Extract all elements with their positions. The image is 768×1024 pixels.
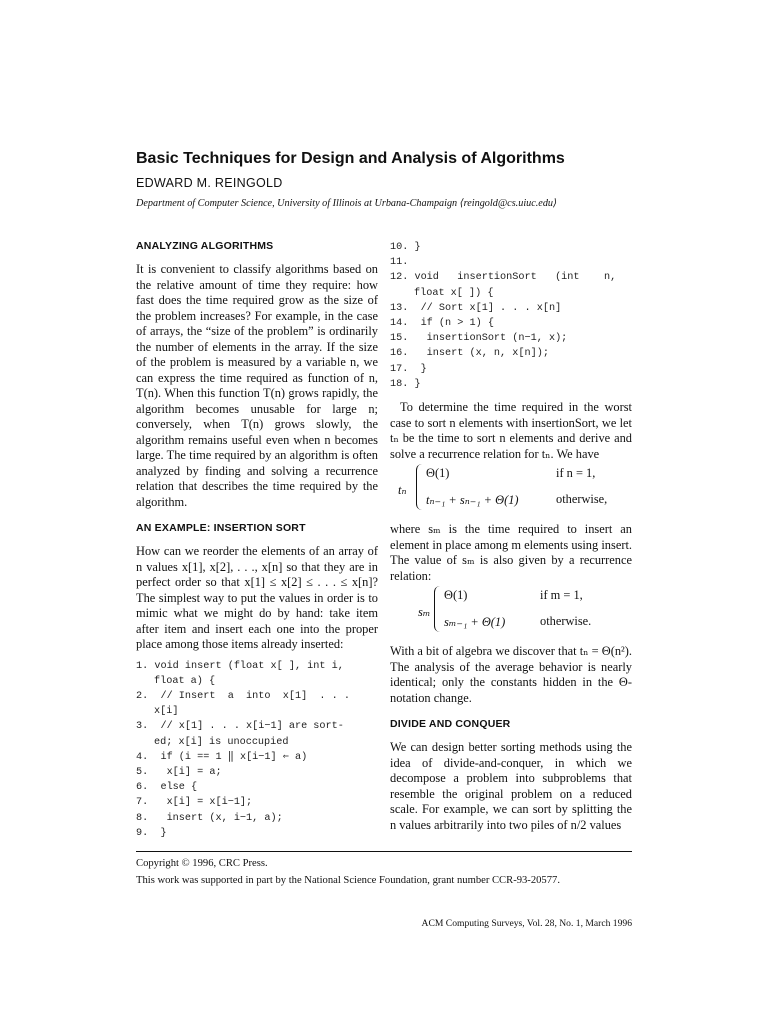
paragraph-analyzing: It is convenient to classify algorithms based on the relative amount of time they require: how fast does the time required grow as the size of the problem increases? For example, in the case of arrays, the “size of the problem” is ordinarily the number of elements in the array. If the size of the problem is measured by a variable n, we can express the time required as function of n, T(n). When this function T(n) grows rapidly, the algorithm becomes unusable for large n; conversely, when T(n) grows slowly, the algorithm remains useful even when n becomes large. The time required by an algorithm is often analyzed by finding and solving a recurrence relation that describes the time required by the algorithm. (136, 262, 378, 509)
code-line: 6. else { (136, 782, 198, 794)
code-line: x[i] (154, 706, 179, 718)
equation-case: Θ(1) (444, 588, 468, 603)
equation-condition: otherwise, (556, 492, 608, 507)
code-line: 7. x[i] = x[i−1]; (136, 797, 253, 809)
code-line: 15. insertionSort (n−1, x); (390, 333, 568, 345)
equation-s-recurrence (390, 584, 632, 644)
paragraph-insertion-sort: How can we reorder the elements of an array of n values x[1], x[2], . . ., x[n] so that they are in perfect order so that x[1] ≤ x[2] ≤ . . . ≤ x[n]? The simplest way to put the values in order is to mimic what we might do by hand: take item after item and insert each one into the proper place among those items already inserted: (136, 544, 378, 651)
code-line: 4. if (i == 1 ‖ x[i−1] ⇐ a) (136, 751, 308, 763)
equation-case: Θ(1) (426, 466, 450, 481)
paper-title: Basic Techniques for Design and Analysis of Algorithms (136, 150, 565, 167)
code-line: 9. } (136, 827, 167, 839)
equation-case: tₙ₋₁ + sₙ₋₁ + Θ(1) (426, 493, 519, 508)
code-line: 10. } (390, 242, 421, 253)
code-line: 13. // Sort x[1] . . . x[n] (390, 302, 562, 314)
equation-condition: otherwise. (540, 614, 592, 629)
code-line: 17. } (390, 363, 427, 375)
code-line: 11. (390, 257, 409, 269)
code-listing-insert (136, 659, 378, 841)
code-line: 12. void insertionSort (int n, (390, 272, 617, 284)
code-line: 8. insert (x, i−1, a); (136, 812, 283, 824)
code-line: 2. // Insert a into x[1] . . . (136, 690, 350, 702)
equation-condition: if n = 1, (556, 466, 596, 481)
copyright-note: Copyright © 1996, CRC Press. (136, 858, 268, 869)
author-name: EDWARD M. REINGOLD (136, 176, 283, 190)
equation-condition: if m = 1, (540, 588, 583, 603)
author-affiliation: Department of Computer Science, University of Illinois at Urbana-Champaign ⟨reingold@cs.uiuc.edu⟩ (136, 198, 557, 209)
left-column (136, 240, 378, 841)
paragraph-divide-conquer: We can design better sorting methods using the idea of divide-and-conquer, in which we decompose a problem into subproblems that resemble the original problem on a reduced scale. For example, we can sort by splitting the n values arbitrarily into two piles of n/2 values (390, 740, 632, 832)
equation-lhs: sₘ (418, 605, 431, 620)
paragraph-recurrence-intro: To determine the time required in the worst case to sort n elements with insertionSort, we let tₙ be the time to sort n elements and derive and solve a recurrence relation for tₙ. We have (390, 400, 632, 461)
equation-lhs: tₙ (398, 483, 407, 498)
equation-case: sₘ₋₁ + Θ(1) (444, 615, 506, 630)
paragraph-insert-recurrence: where sₘ is the time required to insert an element in place among m elements using insert. The value of sₘ is also given by a recurrence relation: (390, 522, 632, 583)
section-heading-divide-conquer: DIVIDE AND CONQUER (390, 718, 511, 731)
equation-t-recurrence (390, 462, 632, 522)
code-line: float a) { (154, 675, 216, 687)
code-line: 14. if (n > 1) { (390, 318, 494, 330)
code-line: 18. } (390, 378, 421, 390)
code-line: 3. // x[1] . . . x[i−1] are sort- (136, 721, 344, 733)
code-line: 1. void insert (float x[ ], int i, (136, 660, 344, 672)
journal-citation: ACM Computing Surveys, Vol. 28, No. 1, March 1996 (421, 918, 632, 929)
code-listing-insertion-sort (390, 240, 632, 392)
equation-brace (416, 464, 425, 510)
section-heading-insertion-sort: AN EXAMPLE: INSERTION SORT (136, 522, 306, 534)
grant-note: This work was supported in part by the National Science Foundation, grant number CCR-93-20577. (136, 875, 560, 886)
equation-brace (434, 586, 443, 632)
code-line: 5. x[i] = a; (136, 766, 222, 778)
right-column (390, 240, 632, 833)
code-line: ed; x[i] is unoccupied (154, 736, 289, 748)
code-line: float x[ ]) { (414, 287, 494, 299)
paragraph-algebra: With a bit of algebra we discover that tₙ = Θ(n²). The analysis of the average behavior is nearly identical; only the constants hidden in the Θ-notation change. (390, 644, 632, 705)
section-heading-analyzing: ANALYZING ALGORITHMS (136, 240, 274, 252)
code-line: 16. insert (x, n, x[n]); (390, 348, 549, 360)
footnote-divider (136, 851, 632, 852)
